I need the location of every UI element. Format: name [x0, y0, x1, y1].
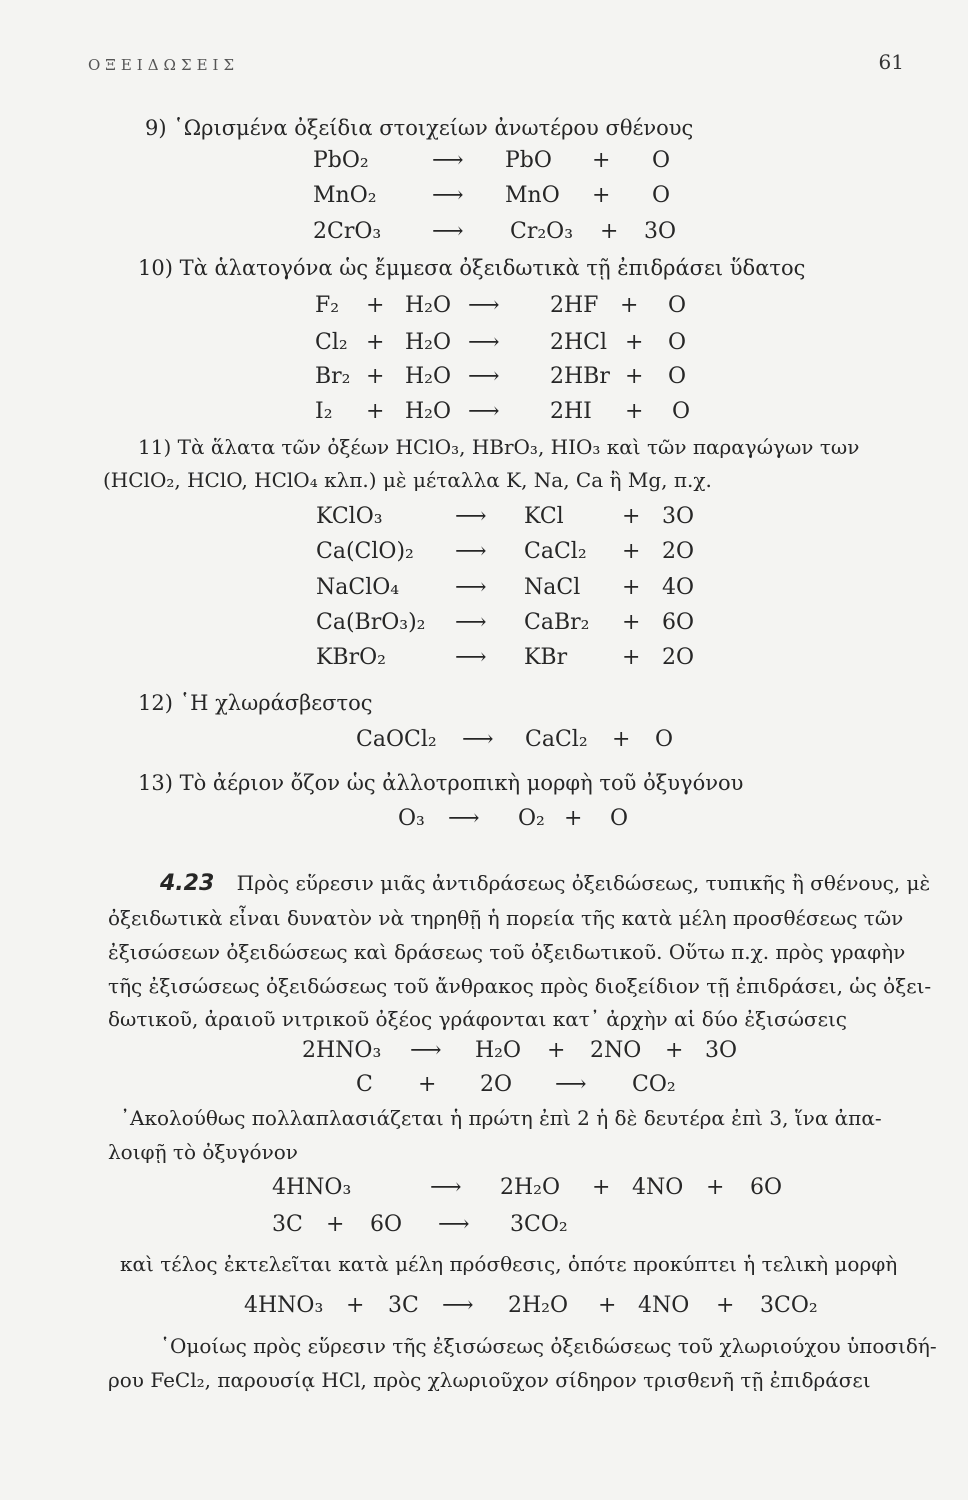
- product: 2HF: [550, 293, 599, 318]
- plus-sign: +: [592, 148, 611, 173]
- equation-row: [0, 150, 968, 176]
- product: Cr₂O₃: [510, 219, 574, 244]
- plus-sign: +: [625, 399, 644, 424]
- item-11-heading-cont: (HClO₂, HClO, HClO₄ κλπ.) μὲ μέταλλα K, Na, Ca ἢ Mg, π.χ.: [103, 468, 712, 492]
- product: 2O: [662, 539, 695, 564]
- arrow: ⟶: [468, 399, 500, 424]
- item-9-heading: 9) ῾Ωρισμένα ὀξείδια στοιχείων ἀνωτέρου σθένους: [145, 116, 694, 140]
- plus-sign: +: [622, 504, 641, 529]
- plus-sign: +: [620, 293, 639, 318]
- item-11-heading: 11) Τὰ ἅλατα τῶν ὀξέων HClO₃, HBrO₃, HIO₃ καὶ τῶν παραγώγων των: [138, 435, 860, 459]
- product: O₂: [518, 806, 545, 831]
- equation-row: [0, 647, 968, 673]
- product: 2HI: [550, 399, 592, 424]
- product: NaCl: [524, 575, 581, 600]
- arrow: ⟶: [455, 575, 487, 600]
- plus-sign: +: [366, 293, 385, 318]
- equation-row: [0, 506, 968, 532]
- arrow: ⟶: [468, 364, 500, 389]
- plus-sign: +: [665, 1038, 684, 1063]
- product: PbO: [505, 148, 552, 173]
- product: 3CO₂: [760, 1293, 818, 1318]
- product: MnO: [505, 183, 560, 208]
- equation-row: [0, 295, 968, 321]
- reactant: 3C: [388, 1293, 419, 1318]
- page-number: 61: [878, 50, 904, 74]
- product: 6O: [750, 1175, 783, 1200]
- reactant: 2O: [480, 1072, 513, 1097]
- reactant: C: [356, 1072, 373, 1097]
- plus-sign: +: [612, 727, 631, 752]
- arrow: ⟶: [432, 183, 464, 208]
- section-paragraph-line: ῾Ομοίως πρὸς εὕρεσιν τῆς ἐξισώσεως ὀξειδώσεως τοῦ χλωριούχου ὑποσιδή-: [160, 1334, 937, 1358]
- product: O: [655, 727, 674, 752]
- equation-row: [0, 1214, 968, 1240]
- product: 4NO: [638, 1293, 690, 1318]
- plus-sign: +: [716, 1293, 735, 1318]
- equation-row: [0, 808, 968, 834]
- equation-row: [0, 332, 968, 358]
- product: 2H₂O: [508, 1293, 569, 1318]
- plus-sign: +: [592, 183, 611, 208]
- plus-sign: +: [600, 219, 619, 244]
- section-text: Πρὸς εὕρεσιν μιᾶς ἀντιδράσεως ὀξειδώσεως, τυπικῆς ἢ σθένους, μὲ: [236, 871, 931, 895]
- equation-row: [0, 401, 968, 427]
- product: 2HBr: [550, 364, 610, 389]
- reactant: 6O: [370, 1212, 403, 1237]
- section-paragraph-line: δωτικοῦ, ἀραιοῦ νιτρικοῦ ὀξέος γράφονται κατ᾽ ἀρχὴν αἱ δύο ἐξισώσεις: [108, 1007, 847, 1031]
- reactant: 3C: [272, 1212, 303, 1237]
- section-number: 4.23: [160, 871, 215, 896]
- plus-sign: +: [366, 330, 385, 355]
- reactant: Br₂: [315, 364, 351, 389]
- arrow: ⟶: [432, 219, 464, 244]
- product: O: [668, 364, 687, 389]
- plus-sign: +: [625, 364, 644, 389]
- equation-row: [0, 185, 968, 211]
- item-10-heading: 10) Τὰ ἁλατογόνα ὡς ἔμμεσα ὀξειδωτικὰ τῇ ἐπιδράσει ὕδατος: [138, 256, 806, 280]
- product: O: [652, 183, 671, 208]
- section-paragraph-line: τῆς ἐξισώσεως ὀξειδώσεως τοῦ ἄνθρακος πρὸς διοξείδιον τῇ ἐπιδράσει, ὡς ὀξει-: [108, 974, 932, 998]
- arrow: ⟶: [432, 148, 464, 173]
- plus-sign: +: [598, 1293, 617, 1318]
- reactant: H₂O: [405, 399, 452, 424]
- product: O: [668, 293, 687, 318]
- plus-sign: +: [622, 645, 641, 670]
- section-paragraph-line: καὶ τέλος ἐκτελεῖται κατὰ μέλη πρόσθεσις, ὁπότε προκύπτει ἡ τελικὴ μορφὴ: [120, 1252, 898, 1276]
- section-paragraph-line: ᾿Ακολούθως πολλαπλασιάζεται ἡ πρώτη ἐπὶ 2 ἡ δὲ δευτέρα ἐπὶ 3, ἵνα ἀπα-: [120, 1106, 882, 1130]
- product: KCl: [524, 504, 564, 529]
- reactant: H₂O: [405, 293, 452, 318]
- arrow: ⟶: [438, 1212, 470, 1237]
- product: 3O: [705, 1038, 738, 1063]
- product: 4O: [662, 575, 695, 600]
- reactant: Ca(BrO₃)₂: [316, 610, 426, 635]
- equation-row: [0, 1074, 968, 1100]
- plus-sign: +: [592, 1175, 611, 1200]
- reactant: MnO₂: [313, 183, 377, 208]
- equation-row: [0, 612, 968, 638]
- reactant: KClO₃: [316, 504, 383, 529]
- reactant: Cl₂: [315, 330, 348, 355]
- plus-sign: +: [346, 1293, 365, 1318]
- reactant: Ca(ClO)₂: [316, 539, 414, 564]
- product: CaCl₂: [524, 539, 587, 564]
- product: 2O: [662, 645, 695, 670]
- reactant: 4HNO₃: [244, 1293, 324, 1318]
- reactant: 4HNO₃: [272, 1175, 352, 1200]
- product: 3O: [662, 504, 695, 529]
- equation-row: [0, 577, 968, 603]
- section-paragraph-line: ρου FeCl₂, παρουσίᾳ HCl, πρὸς χλωριοῦχον σίδηρον τρισθενῆ τῇ ἐπιδράσει: [108, 1368, 871, 1392]
- reactant: H₂O: [405, 364, 452, 389]
- plus-sign: +: [418, 1072, 437, 1097]
- plus-sign: +: [366, 364, 385, 389]
- product: KBr: [524, 645, 568, 670]
- product: CaCl₂: [525, 727, 588, 752]
- plus-sign: +: [622, 539, 641, 564]
- arrow: ⟶: [462, 727, 494, 752]
- product: 3O: [644, 219, 677, 244]
- equation-row: [0, 1040, 968, 1066]
- arrow: ⟶: [442, 1293, 474, 1318]
- reactant: F₂: [315, 293, 340, 318]
- arrow: ⟶: [455, 539, 487, 564]
- arrow: ⟶: [410, 1038, 442, 1063]
- product: CaBr₂: [524, 610, 590, 635]
- item-13-heading: 13) Τὸ ἀέριον ὄζον ὡς ἀλλοτροπικὴ μορφὴ τοῦ ὀξυγόνου: [138, 771, 744, 795]
- product: 4NO: [632, 1175, 684, 1200]
- reactant: 2HNO₃: [302, 1038, 382, 1063]
- equation-row: [0, 221, 968, 247]
- arrow: ⟶: [430, 1175, 462, 1200]
- arrow: ⟶: [448, 806, 480, 831]
- product: 3CO₂: [510, 1212, 568, 1237]
- product: O: [672, 399, 691, 424]
- plus-sign: +: [547, 1038, 566, 1063]
- arrow: ⟶: [468, 330, 500, 355]
- arrow: ⟶: [468, 293, 500, 318]
- running-title: ΟΞΕΙΔΩΣΕΙΣ: [88, 56, 240, 74]
- reactant: NaClO₄: [316, 575, 400, 600]
- plus-sign: +: [326, 1212, 345, 1237]
- equation-row: [0, 1177, 968, 1203]
- reactant: O₃: [398, 806, 425, 831]
- arrow: ⟶: [455, 504, 487, 529]
- plus-sign: +: [622, 610, 641, 635]
- product: H₂O: [475, 1038, 522, 1063]
- plus-sign: +: [366, 399, 385, 424]
- equation-row: [0, 1295, 968, 1321]
- arrow: ⟶: [455, 645, 487, 670]
- product: O: [652, 148, 671, 173]
- equation-row: [0, 541, 968, 567]
- item-12-heading: 12) ῾Η χλωράσβεστος: [138, 691, 373, 715]
- equation-row: [0, 366, 968, 392]
- section-paragraph-line: [160, 873, 930, 895]
- section-paragraph-line: ὀξειδωτικὰ εἶναι δυνατὸν νὰ τηρηθῇ ἡ πορεία τῆς κατὰ μέλη προσθέσεως τῶν: [108, 906, 904, 930]
- product: 2NO: [590, 1038, 642, 1063]
- reactant: PbO₂: [313, 148, 369, 173]
- section-paragraph-line: λοιφῇ τὸ ὀξυγόνον: [108, 1140, 298, 1164]
- reactant: CaOCl₂: [356, 727, 437, 752]
- product: CO₂: [632, 1072, 676, 1097]
- plus-sign: +: [622, 575, 641, 600]
- product: 6O: [662, 610, 695, 635]
- product: O: [668, 330, 687, 355]
- reactant: H₂O: [405, 330, 452, 355]
- product: O: [610, 806, 629, 831]
- section-paragraph-line: ἐξισώσεων ὀξειδώσεως καὶ δράσεως τοῦ ὀξειδωτικοῦ. Οὕτω π.χ. πρὸς γραφὴν: [108, 940, 906, 964]
- reactant: 2CrO₃: [313, 219, 382, 244]
- reactant: I₂: [315, 399, 333, 424]
- plus-sign: +: [706, 1175, 725, 1200]
- plus-sign: +: [564, 806, 583, 831]
- equation-row: [0, 729, 968, 755]
- product: 2H₂O: [500, 1175, 561, 1200]
- product: 2HCl: [550, 330, 608, 355]
- arrow: ⟶: [455, 610, 487, 635]
- plus-sign: +: [625, 330, 644, 355]
- arrow: ⟶: [555, 1072, 587, 1097]
- reactant: KBrO₂: [316, 645, 386, 670]
